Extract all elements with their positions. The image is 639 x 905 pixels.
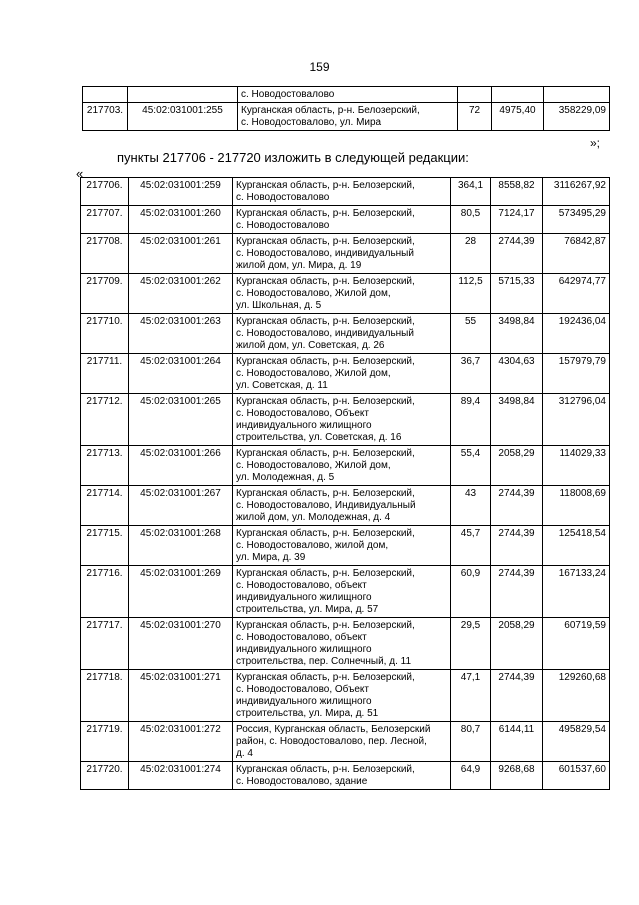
cadastral-value-cell: 601537,60 xyxy=(543,762,610,790)
cadastral-value-cell: 167133,24 xyxy=(543,566,610,618)
table-row xyxy=(81,566,610,618)
row-number-cell: 217711. xyxy=(81,354,129,394)
cadastral-number-cell: 45:02:031001:269 xyxy=(129,566,233,618)
row-number-cell: 217710. xyxy=(81,314,129,354)
address-cell: Курганская область, р-н. Белозерский, с. Новодостовалово, Объект индивидуального жилищного строительства, ул. Мира, д. 51 xyxy=(233,670,451,722)
table-row xyxy=(81,446,610,486)
area-cell: 55 xyxy=(451,314,491,354)
table-row xyxy=(81,178,610,206)
address-cell: Курганская область, р-н. Белозерский, с. Новодостовалово, Жилой дом, ул. Молодежная, д. 5 xyxy=(233,446,451,486)
page-number: 159 xyxy=(309,60,330,74)
unit-price-cell: 2744,39 xyxy=(491,526,543,566)
row-number-cell: 217708. xyxy=(81,234,129,274)
area-cell: 28 xyxy=(451,234,491,274)
row-number-cell xyxy=(83,87,128,103)
cadastral-number-cell: 45:02:031001:274 xyxy=(129,762,233,790)
cadastral-number-cell: 45:02:031001:272 xyxy=(129,722,233,762)
area-cell xyxy=(458,87,492,103)
area-cell: 112,5 xyxy=(451,274,491,314)
closing-quote: »; xyxy=(590,136,601,150)
table-row xyxy=(81,722,610,762)
cadastral-value-cell xyxy=(544,87,610,103)
area-cell: 45,7 xyxy=(451,526,491,566)
table-row xyxy=(81,274,610,314)
area-cell: 64,9 xyxy=(451,762,491,790)
table-row xyxy=(81,394,610,446)
unit-price-cell: 4304,63 xyxy=(491,354,543,394)
cadastral-value-cell: 495829,54 xyxy=(543,722,610,762)
address-cell: с. Новодостовалово xyxy=(238,87,458,103)
row-number-cell: 217703. xyxy=(83,103,128,131)
table-row xyxy=(81,670,610,722)
table-row xyxy=(81,234,610,274)
address-cell: Курганская область, р-н. Белозерский, с. Новодостовалово, объект индивидуального жилищного строительства, ул. Мира, д. 57 xyxy=(233,566,451,618)
area-cell: 60,9 xyxy=(451,566,491,618)
row-number-cell: 217706. xyxy=(81,178,129,206)
row-number-cell: 217716. xyxy=(81,566,129,618)
cadastral-value-cell: 118008,69 xyxy=(543,486,610,526)
area-cell: 29,5 xyxy=(451,618,491,670)
unit-price-cell: 2744,39 xyxy=(491,670,543,722)
cadastral-value-cell: 642974,77 xyxy=(543,274,610,314)
cadastral-number-cell: 45:02:031001:260 xyxy=(129,206,233,234)
cadastral-number-cell: 45:02:031001:261 xyxy=(129,234,233,274)
cadastral-value-cell: 573495,29 xyxy=(543,206,610,234)
unit-price-cell: 5715,33 xyxy=(491,274,543,314)
address-cell: Курганская область, р-н. Белозерский, с. Новодостовалово xyxy=(233,206,451,234)
cadastral-value-cell: 312796,04 xyxy=(543,394,610,446)
table-row xyxy=(81,762,610,790)
address-cell: Курганская область, р-н. Белозерский, с. Новодостовалово, Индивидуальный жилой дом, ул. Молодежная, д. 4 xyxy=(233,486,451,526)
area-cell: 364,1 xyxy=(451,178,491,206)
unit-price-cell: 2744,39 xyxy=(491,566,543,618)
unit-price-cell: 2058,29 xyxy=(491,446,543,486)
row-number-cell: 217715. xyxy=(81,526,129,566)
cadastral-number-cell: 45:02:031001:255 xyxy=(128,103,238,131)
cadastral-value-cell: 114029,33 xyxy=(543,446,610,486)
instruction-text: пункты 217706 - 217720 изложить в следующей редакции: xyxy=(117,150,469,165)
row-number-cell: 217712. xyxy=(81,394,129,446)
table-row xyxy=(83,87,610,103)
cadastral-number-cell: 45:02:031001:262 xyxy=(129,274,233,314)
area-cell: 36,7 xyxy=(451,354,491,394)
row-number-cell: 217720. xyxy=(81,762,129,790)
address-cell: Курганская область, р-н. Белозерский, с. Новодостовалово, Жилой дом, ул. Школьная, д. 5 xyxy=(233,274,451,314)
unit-price-cell: 3498,84 xyxy=(491,314,543,354)
unit-price-cell: 9268,68 xyxy=(491,762,543,790)
unit-price-cell: 7124,17 xyxy=(491,206,543,234)
property-table xyxy=(80,177,610,790)
cadastral-value-cell: 125418,54 xyxy=(543,526,610,566)
address-cell: Курганская область, р-н. Белозерский, с. Новодостовалово, ул. Мира xyxy=(238,103,458,131)
cadastral-value-cell: 60719,59 xyxy=(543,618,610,670)
table-row xyxy=(81,314,610,354)
address-cell: Курганская область, р-н. Белозерский, с. Новодостовалово, индивидуальный жилой дом, ул. Советская, д. 26 xyxy=(233,314,451,354)
row-number-cell: 217717. xyxy=(81,618,129,670)
row-number-cell: 217709. xyxy=(81,274,129,314)
table-row xyxy=(81,486,610,526)
row-number-cell: 217714. xyxy=(81,486,129,526)
area-cell: 72 xyxy=(458,103,492,131)
address-cell: Курганская область, р-н. Белозерский, с. Новодостовалово, индивидуальный жилой дом, ул. Мира, д. 19 xyxy=(233,234,451,274)
unit-price-cell: 2058,29 xyxy=(491,618,543,670)
row-number-cell: 217719. xyxy=(81,722,129,762)
cadastral-value-cell: 358229,09 xyxy=(544,103,610,131)
area-cell: 80,5 xyxy=(451,206,491,234)
cadastral-number-cell: 45:02:031001:263 xyxy=(129,314,233,354)
area-cell: 80,7 xyxy=(451,722,491,762)
cadastral-number-cell: 45:02:031001:264 xyxy=(129,354,233,394)
row-number-cell: 217707. xyxy=(81,206,129,234)
address-cell: Курганская область, р-н. Белозерский, с. Новодостовалово, объект индивидуального жилищного строительства, пер. Солнечный, д. 11 xyxy=(233,618,451,670)
cadastral-number-cell: 45:02:031001:265 xyxy=(129,394,233,446)
unit-price-cell: 2744,39 xyxy=(491,234,543,274)
unit-price-cell: 2744,39 xyxy=(491,486,543,526)
address-cell: Курганская область, р-н. Белозерский, с. Новодостовалово, жилой дом, ул. Мира, д. 39 xyxy=(233,526,451,566)
area-cell: 55,4 xyxy=(451,446,491,486)
cadastral-number-cell: 45:02:031001:268 xyxy=(129,526,233,566)
unit-price-cell: 8558,82 xyxy=(491,178,543,206)
unit-price-cell: 3498,84 xyxy=(491,394,543,446)
area-cell: 89,4 xyxy=(451,394,491,446)
cadastral-number-cell: 45:02:031001:270 xyxy=(129,618,233,670)
cadastral-value-cell: 192436,04 xyxy=(543,314,610,354)
cadastral-value-cell: 129260,68 xyxy=(543,670,610,722)
table-row xyxy=(81,354,610,394)
cadastral-number-cell: 45:02:031001:271 xyxy=(129,670,233,722)
table-row xyxy=(81,526,610,566)
cadastral-number-cell xyxy=(128,87,238,103)
area-cell: 43 xyxy=(451,486,491,526)
table-row xyxy=(81,618,610,670)
address-cell: Курганская область, р-н. Белозерский, с. Новодостовалово xyxy=(233,178,451,206)
cadastral-value-cell: 3116267,92 xyxy=(543,178,610,206)
unit-price-cell: 6144,11 xyxy=(491,722,543,762)
cadastral-number-cell: 45:02:031001:259 xyxy=(129,178,233,206)
cadastral-value-cell: 157979,79 xyxy=(543,354,610,394)
cadastral-number-cell: 45:02:031001:267 xyxy=(129,486,233,526)
address-cell: Россия, Курганская область, Белозерский район, с. Новодостовалово, пер. Лесной, д. 4 xyxy=(233,722,451,762)
row-number-cell: 217718. xyxy=(81,670,129,722)
row-number-cell: 217713. xyxy=(81,446,129,486)
table-row xyxy=(83,103,610,131)
address-cell: Курганская область, р-н. Белозерский, с. Новодостовалово, Объект индивидуального жилищного строительства, ул. Советская, д. 16 xyxy=(233,394,451,446)
address-cell: Курганская область, р-н. Белозерский, с. Новодостовалово, Жилой дом, ул. Советская, д. 11 xyxy=(233,354,451,394)
area-cell: 47,1 xyxy=(451,670,491,722)
unit-price-cell xyxy=(492,87,544,103)
opening-quote: « xyxy=(76,166,84,181)
table-row xyxy=(81,206,610,234)
unit-price-cell: 4975,40 xyxy=(492,103,544,131)
address-cell: Курганская область, р-н. Белозерский, с. Новодостовалово, здание xyxy=(233,762,451,790)
top-table xyxy=(82,86,610,131)
cadastral-value-cell: 76842,87 xyxy=(543,234,610,274)
cadastral-number-cell: 45:02:031001:266 xyxy=(129,446,233,486)
